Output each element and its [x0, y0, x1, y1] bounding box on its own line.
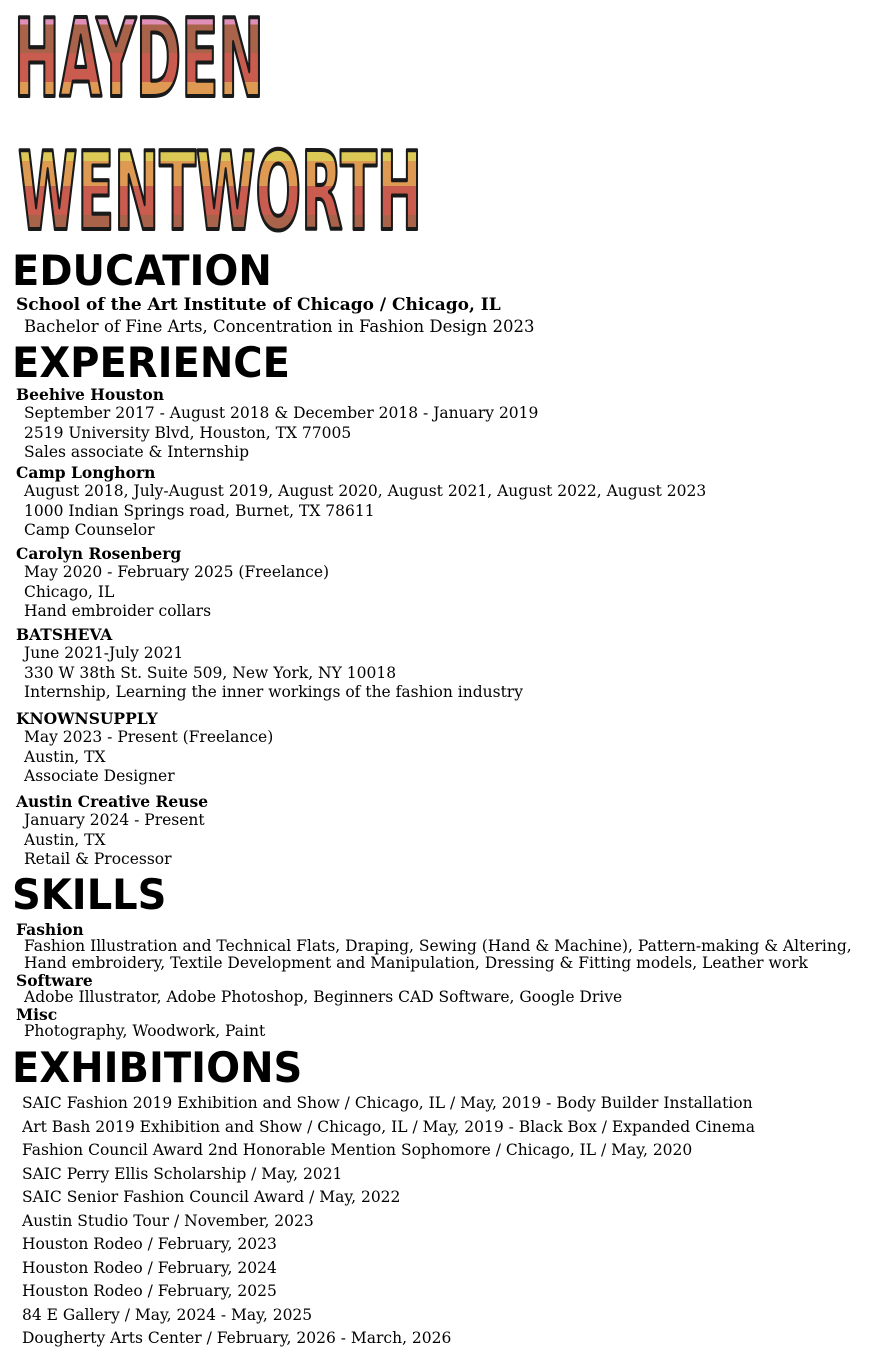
- job-address: Austin, TX: [24, 747, 106, 766]
- skills-fashion-line-2: Hand embroidery, Textile Development and Manipulation, Dressing & Fitting models, Leather work: [24, 954, 808, 972]
- exhibition-item: Houston Rodeo / February, 2025: [22, 1282, 277, 1300]
- job-address: Austin, TX: [24, 830, 106, 849]
- job-role: Camp Counselor: [24, 521, 155, 540]
- skills-misc-line: Photography, Woodwork, Paint: [24, 1022, 266, 1040]
- exhibition-item: Houston Rodeo / February, 2023: [22, 1235, 277, 1253]
- exhibitions-list: [22, 1092, 755, 1351]
- job-dates: May 2023 - Present (Freelance): [24, 728, 274, 746]
- skills-software-heading: Software: [16, 971, 93, 990]
- exhibition-item: Austin Studio Tour / November, 2023: [22, 1211, 314, 1230]
- job-entry: [16, 386, 876, 463]
- exhibition-item: SAIC Senior Fashion Council Award / May, 2022: [22, 1188, 401, 1206]
- education-heading: EDUCATION: [12, 246, 272, 296]
- exhibitions-heading: EXHIBITIONS: [12, 1043, 303, 1093]
- education-degree: Bachelor of Fine Arts, Concentration in Fashion Design 2023: [24, 317, 535, 336]
- job-role: Retail & Processor: [24, 850, 172, 869]
- skills-fashion-line-1: Fashion Illustration and Technical Flats, Draping, Sewing (Hand & Machine), Pattern-making & Altering,: [24, 937, 852, 955]
- exhibition-item: 84 E Gallery / May, 2024 - May, 2025: [22, 1305, 313, 1324]
- job-role: Sales associate & Internship: [24, 443, 249, 462]
- job-dates: May 2020 - February 2025 (Freelance): [24, 563, 330, 581]
- education-school: School of the Art Institute of Chicago / Chicago, IL: [16, 295, 501, 315]
- exhibition-item: Dougherty Arts Center / February, 2026 - March, 2026: [22, 1329, 452, 1347]
- education-block: [16, 294, 876, 338]
- job-dates: September 2017 - August 2018 & December 2018 - January 2019: [24, 404, 539, 422]
- job-entry: [16, 464, 876, 541]
- job-dates: June 2021-July 2021: [24, 644, 184, 662]
- experience-heading: EXPERIENCE: [12, 338, 290, 388]
- logo-line-1: HAYDEN: [14, 0, 264, 123]
- job-entry: [16, 793, 876, 870]
- job-dates: August 2018, July-August 2019, August 2020, August 2021, August 2022, August 2023: [24, 482, 707, 500]
- skills-misc-heading: Misc: [16, 1005, 58, 1024]
- skills-fashion-heading: Fashion: [16, 920, 84, 939]
- job-address: Chicago, IL: [24, 582, 115, 601]
- job-org: BATSHEVA: [16, 625, 113, 644]
- name-logo: [10, 0, 430, 256]
- job-role: Associate Designer: [24, 767, 175, 786]
- skills-heading: SKILLS: [12, 870, 167, 920]
- job-address: 330 W 38th St. Suite 509, New York, NY 10018: [24, 663, 397, 682]
- logo-line-2: WENTWORTH: [18, 129, 423, 256]
- job-address: 1000 Indian Springs road, Burnet, TX 78611: [24, 501, 375, 520]
- name-logo-art: [10, 0, 430, 256]
- job-org: Beehive Houston: [16, 385, 164, 404]
- job-org: Camp Longhorn: [16, 463, 156, 482]
- exhibition-item: SAIC Fashion 2019 Exhibition and Show / Chicago, IL / May, 2019 - Body Builder Installation: [22, 1094, 753, 1112]
- exhibition-item: Houston Rodeo / February, 2024: [22, 1258, 277, 1277]
- job-org: Carolyn Rosenberg: [16, 544, 182, 563]
- job-address: 2519 University Blvd, Houston, TX 77005: [24, 423, 352, 442]
- job-org: KNOWNSUPPLY: [16, 709, 158, 728]
- job-dates: January 2024 - Present: [24, 811, 205, 829]
- exhibition-item: Art Bash 2019 Exhibition and Show / Chicago, IL / May, 2019 - Black Box / Expanded Cinema: [22, 1117, 755, 1136]
- job-role: Internship, Learning the inner workings of the fashion industry: [24, 683, 523, 702]
- job-role: Hand embroider collars: [24, 602, 212, 621]
- job-entry: [16, 626, 876, 703]
- job-entry: [16, 710, 876, 787]
- skills-block: [16, 921, 876, 1040]
- exhibition-item: Fashion Council Award 2nd Honorable Mention Sophomore / Chicago, IL / May, 2020: [22, 1141, 693, 1159]
- job-entry: [16, 545, 876, 622]
- job-org: Austin Creative Reuse: [16, 792, 209, 811]
- skills-software-line: Adobe Illustrator, Adobe Photoshop, Beginners CAD Software, Google Drive: [24, 988, 623, 1006]
- exhibition-item: SAIC Perry Ellis Scholarship / May, 2021: [22, 1164, 343, 1183]
